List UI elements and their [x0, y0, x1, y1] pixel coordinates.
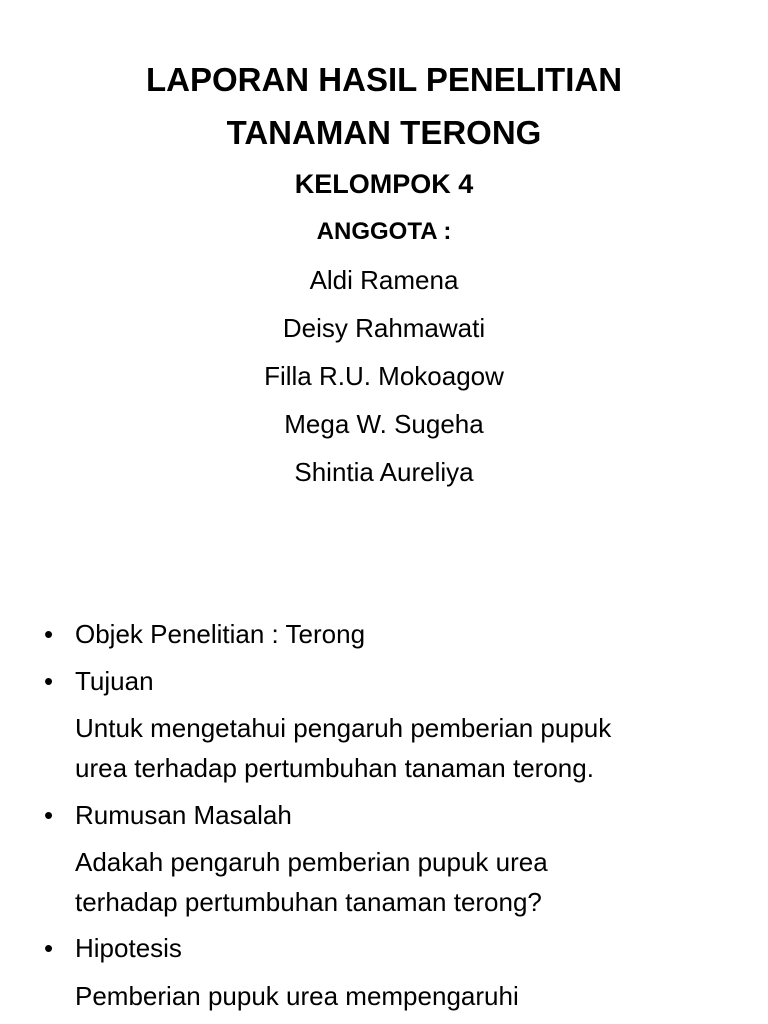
bullet-body-hipotesis: Pemberian pupuk urea mempengaruhi [75, 981, 519, 1011]
bullet-icon: • [44, 619, 54, 649]
bullet-icon: • [44, 800, 54, 830]
bullet-label: Objek Penelitian : Terong [75, 619, 366, 649]
bullet-icon: • [44, 933, 54, 963]
member-name: Deisy Rahmawati [282, 313, 486, 343]
members-heading: ANGGOTA : [316, 218, 452, 245]
member-name: Filla R.U. Mokoagow [264, 361, 504, 391]
slide-title-line-1: LAPORAN HASIL PENELITIAN [145, 61, 623, 98]
bullet-body-rumusan-masalah: Adakah pengaruh pemberian pupuk urea terhadap pertumbuhan tanaman terong? [75, 847, 548, 917]
bullet-label: Rumusan Masalah [75, 800, 292, 830]
member-name: Mega W. Sugeha [284, 409, 484, 439]
bullet-label: Hipotesis [75, 933, 182, 963]
member-name: Shintia Aureliya [294, 457, 474, 487]
bullet-body-tujuan: Untuk mengetahui pengaruh pemberian pupuk urea terhadap pertumbuhan tanaman terong. [75, 713, 612, 783]
bullet-item-hipotesis [0, 931, 768, 965]
slide-title-line-2: TANAMAN TERONG [226, 114, 542, 151]
bullet-item-rumusan-masalah [0, 798, 768, 832]
bullet-item-tujuan [0, 664, 768, 698]
group-label: KELOMPOK 4 [294, 169, 474, 199]
bullet-label: Tujuan [75, 666, 154, 696]
content-slide [0, 560, 768, 1024]
bullet-item-objek [0, 617, 768, 651]
bullet-icon: • [44, 666, 54, 696]
member-name: Aldi Ramena [309, 265, 459, 295]
